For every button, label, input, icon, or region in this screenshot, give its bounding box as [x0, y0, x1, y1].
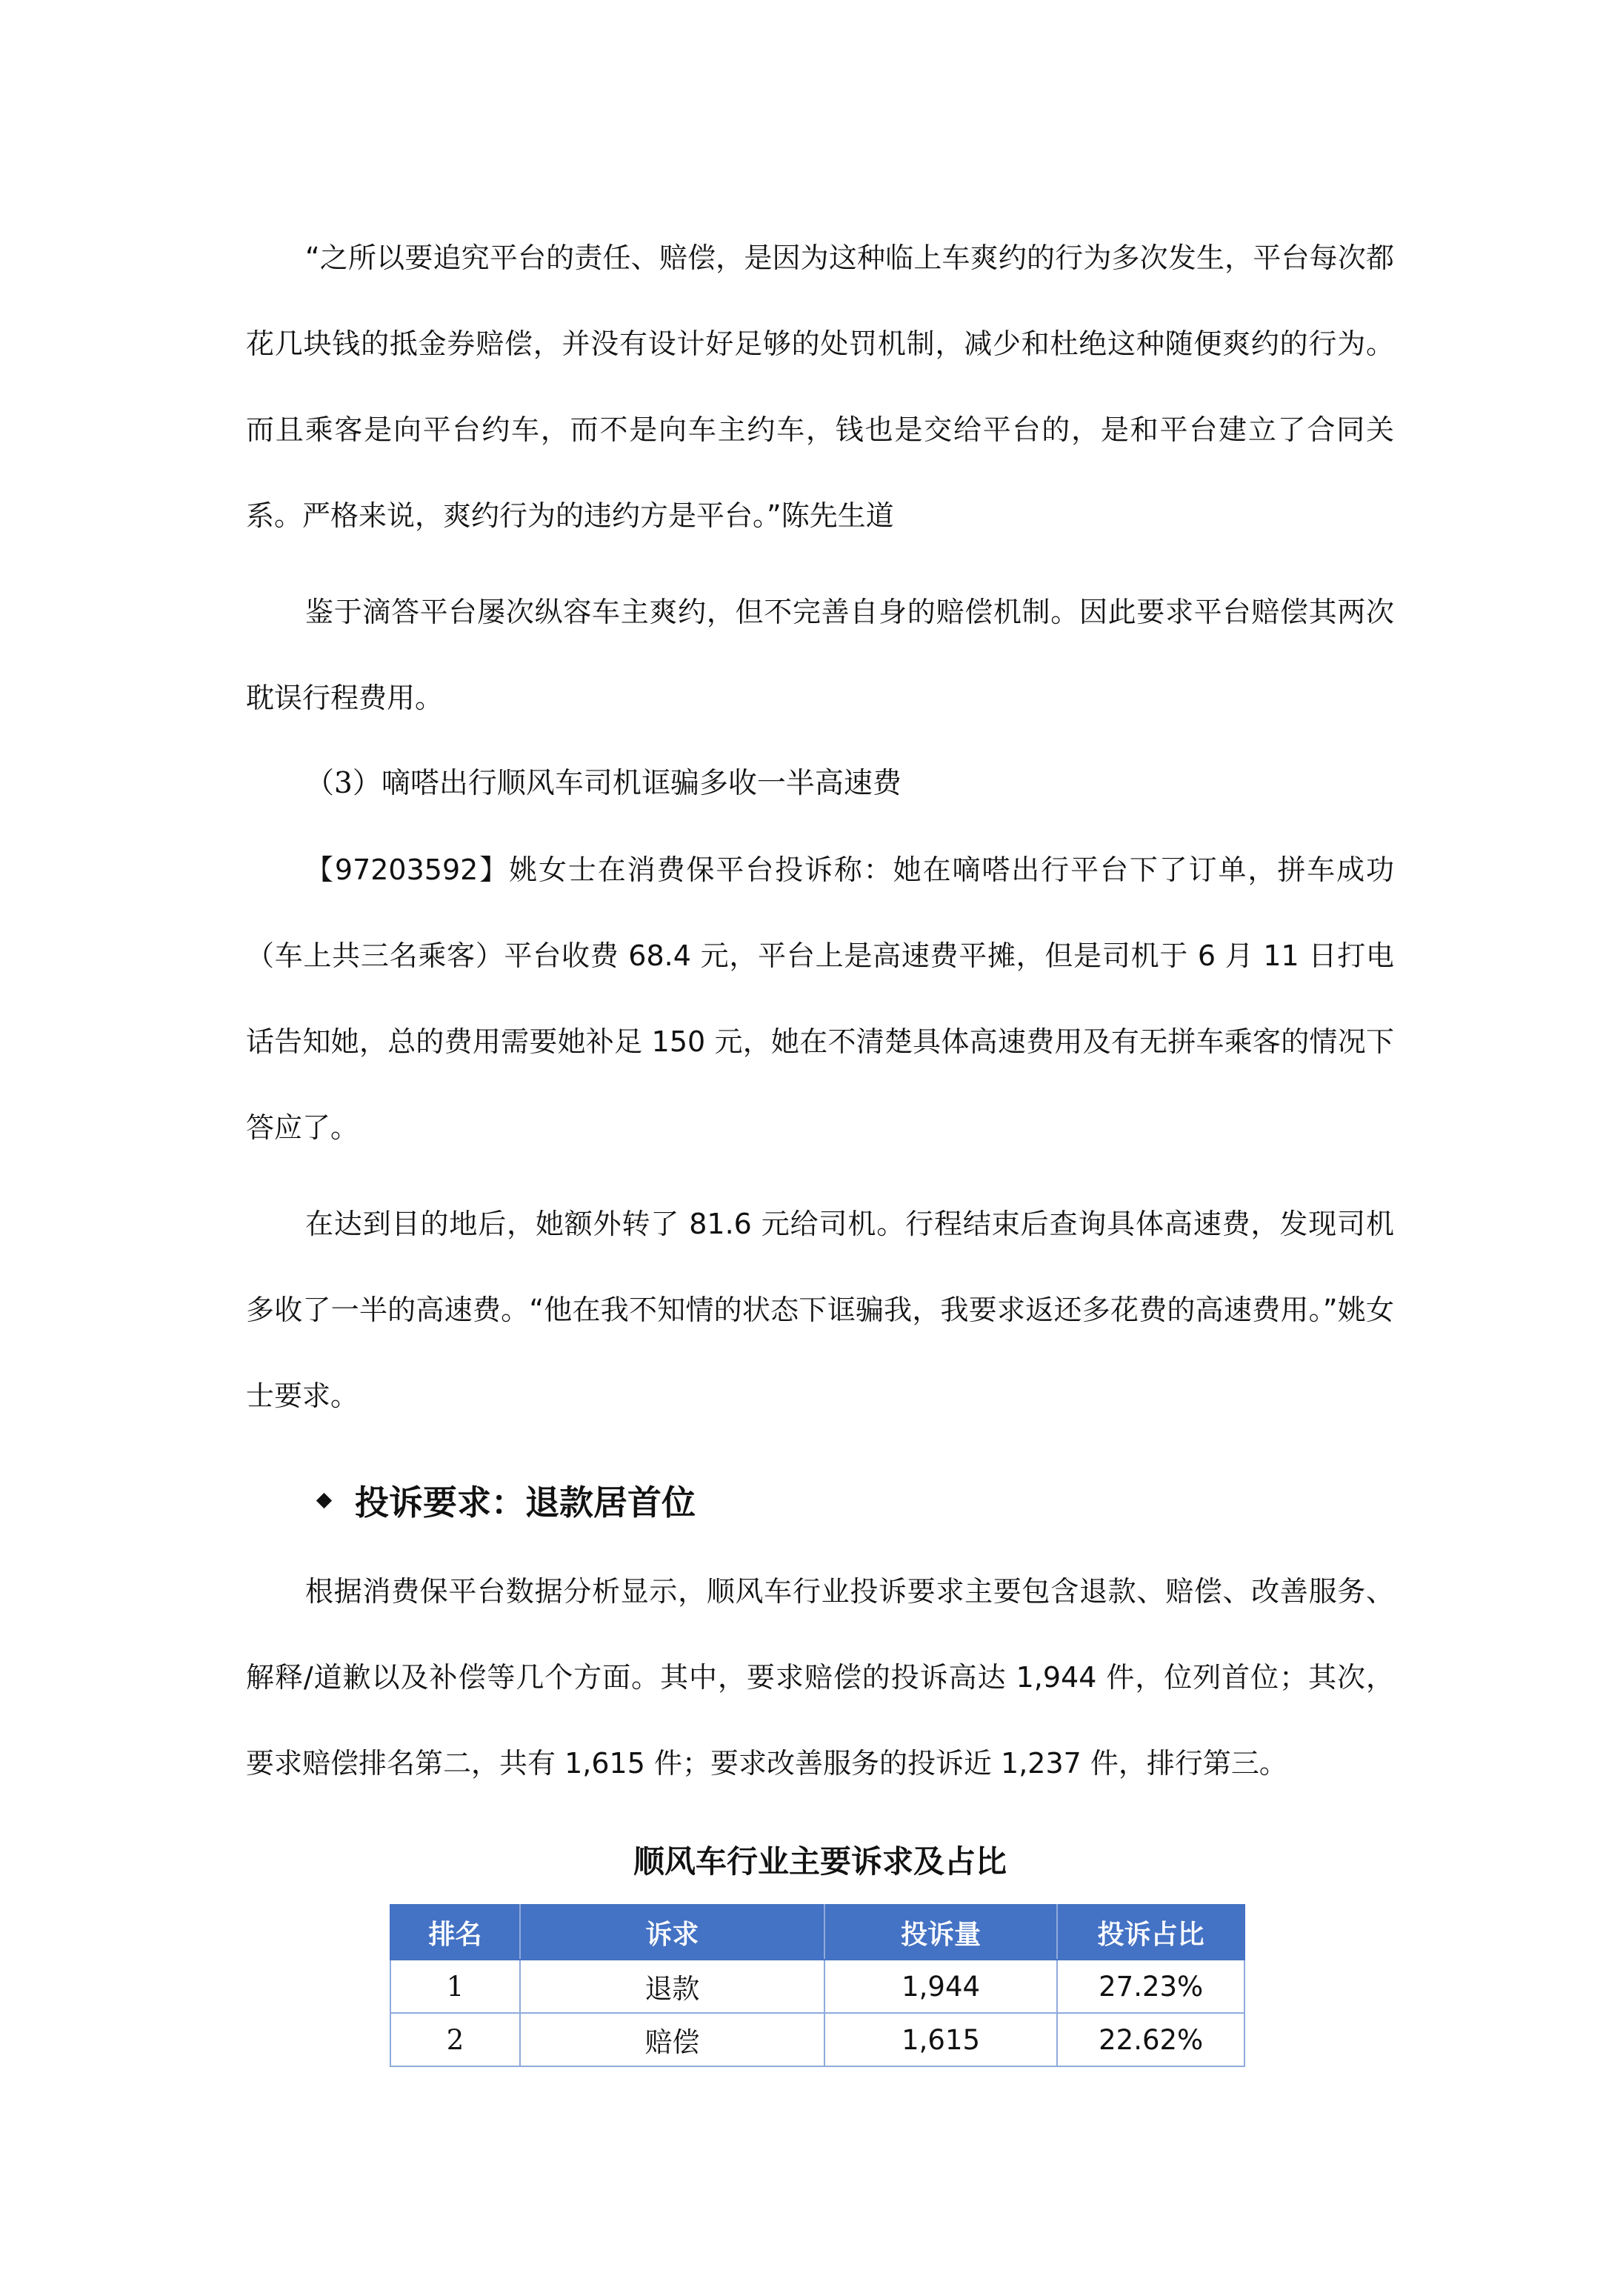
cell-rank: 2: [390, 2013, 520, 2066]
analysis-paragraph: 根据消费保平台数据分析显示，顺风车行业投诉要求主要包含退款、赔偿、改善服务、解释/道歉以及补偿等几个方面。其中，要求赔偿的投诉高达 1,944 件，位列首位；其次，要求赔偿排名第二，共有 1,615 件；要求改善服务的投诉近 1,237 件，排行第三。: [246, 1575, 1394, 1780]
cell-demand: 赔偿: [520, 2013, 824, 2066]
cell-rank: 1: [390, 1960, 520, 2013]
table-header-row: [390, 1905, 1244, 1960]
header-demand: 诉求: [520, 1905, 824, 1960]
cell-count: 1,944: [824, 1960, 1057, 2013]
cell-demand: 退款: [520, 1960, 824, 2013]
cell-share: 27.23%: [1057, 1960, 1244, 2013]
case-paragraph: 【97203592】姚女士在消费保平台投诉称：她在嘀嗒出行平台下了订单，拼车成功（车上共三名乘客）平台收费 68.4 元，平台上是高速费平摊，但是司机于 6 月 11 日打电话告知她，总的费用需要她补足 150 元，她在不清楚具体高速费用及有无拼车乘客的情况下答应了。: [246, 853, 1394, 1144]
table-row: [390, 2013, 1244, 2066]
case-followup-paragraph: 在达到目的地后，她额外转了 81.6 元给司机。行程结束后查询具体高速费，发现司机多收了一半的高速费。“他在我不知情的状态下诓骗我，我要求返还多花费的高速费用。”姚女士要求。: [246, 1208, 1394, 1412]
table-title: 顺风车行业主要诉求及占比: [633, 1843, 1007, 1880]
header-rank: 排名: [390, 1905, 520, 1960]
diamond-bullet-icon: [316, 1492, 332, 1508]
cell-share: 22.62%: [1057, 2013, 1244, 2066]
case-subheading: （3）嘀嗒出行顺风车司机诓骗多收一半高速费: [305, 767, 902, 800]
table-row: [390, 1960, 1244, 2013]
header-count: 投诉量: [824, 1905, 1057, 1960]
cell-count: 1,615: [824, 2013, 1057, 2066]
section-title: 投诉要求：退款居首位: [355, 1483, 696, 1523]
header-share: 投诉占比: [1057, 1905, 1244, 1960]
section-heading: [319, 1460, 1394, 1541]
quote-paragraph: “之所以要追究平台的责任、赔偿，是因为这种临上车爽约的行为多次发生，平台每次都花几块钱的抵金券赔偿，并没有设计好足够的处罚机制，减少和杜绝这种随便爽约的行为。而且乘客是向平台约车，而不是向车主约车，钱也是交给平台的，是和平台建立了合同关系。严格来说，爽约行为的违约方是平台。”陈先生道: [246, 242, 1394, 532]
body-paragraph-conclusion: 鉴于滴答平台屡次纵容车主爽约，但不完善自身的赔偿机制。因此要求平台赔偿其两次耽误行程费用。: [246, 596, 1394, 714]
complaint-table: [390, 1904, 1245, 2067]
document-page: [246, 215, 1394, 2067]
